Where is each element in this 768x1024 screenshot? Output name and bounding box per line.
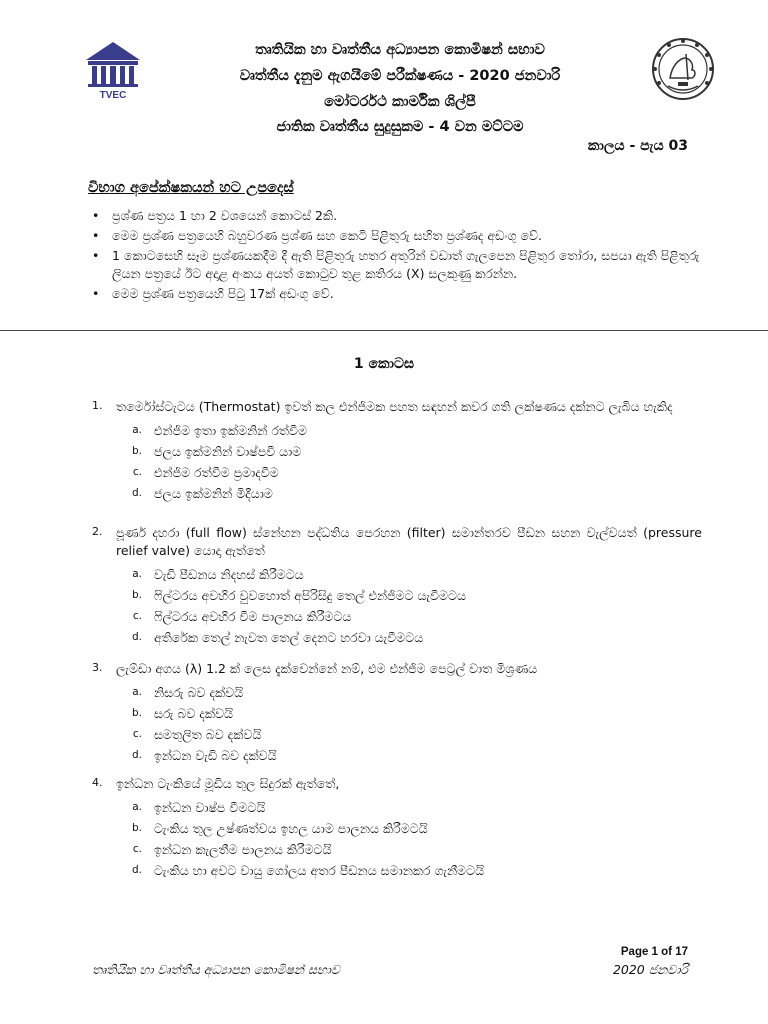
nvq-level: ජාතික වෘත්තීය සුදුසුකම - 4 වන මට්ටම — [276, 119, 524, 135]
question-number: 2. — [92, 525, 103, 538]
instruction-item: • මෙම ප්‍රශ්ණ පත්‍රයෙහි පිටු 17ක් අඩංගු වේ. — [92, 286, 334, 301]
option-c: c. එන්ජිම රත්වීම ප්‍රමාදවීම — [132, 465, 279, 480]
exam-title: වෘත්තීය දැනුම ඇගයීමේ පරීක්ෂණය - 2020 ජනවාරි — [239, 68, 561, 84]
question-text: ලැම්ඩා අගය (λ) 1.2 ක් ලෙස දැක්වෙන්නේ නම්, එම එන්ජිම පෙට්‍රල් වාත මිශ්‍රණය — [116, 661, 538, 676]
option-a: a. එන්ජිම ඉතා ඉක්මනින් රත්වීම — [132, 423, 308, 438]
option-d: d. ටැංකිය හා අවට වායු ගෝලය අතර පීඩනය සමානකර ගැනීමටයි — [131, 863, 485, 878]
section-divider — [0, 330, 768, 331]
question-text: තර්මෝස්ටැටය (Thermostat) ඉවත් කල එන්ජිමක පහත සඳහන් කවර ගති ලක්ෂණය දක්නට ලැබිය හැකිද — [116, 399, 673, 414]
option-c: c. ෆිල්ටරය අවහිර වීම පාලනය කිරීමටය — [132, 609, 352, 624]
question-3 — [92, 660, 702, 766]
tvec-logo — [82, 40, 144, 100]
option-c: c. ඉන්ධන කැලතීම පාලනය කිරීමටයි — [132, 842, 332, 857]
question-number: 4. — [92, 776, 103, 789]
option-b: b. ටැංකිය තුල උෂ්ණත්වය ඉහල යාම පාලනය කිරීමටයි — [131, 821, 428, 836]
question-text: ඉන්ධන ටැංකියේ මූඩිය තුල සිදුරක් ඇත්තේ, — [116, 776, 340, 791]
question-number: 1. — [92, 399, 103, 412]
trade-name: මෝටර්රථ කාර්මික ශිල්පී — [324, 94, 476, 110]
option-a: a. වැඩි පීඩනය නිදහස් කිරීමටය — [132, 567, 304, 582]
question-4 — [92, 775, 702, 881]
option-b: b. ජලය ඉක්මනින් වාෂ්පවී යාම — [131, 444, 302, 459]
option-b: b. සරු බව දක්වයි — [131, 706, 233, 721]
option-b: b. ෆිල්ටරය අවහිර වුවහොත් අපිරිසිදු තෙල් එන්ජිමට යැවීමටය — [131, 588, 466, 603]
option-a: a. නිසරු බව දක්වයි — [132, 685, 244, 700]
instructions-heading: විභාග අපේක්ෂකයන් හට උපදෙස් — [88, 180, 294, 196]
question-text: පූර්ණ දහරා (full flow) ස්නේහන පද්ධතිය පෙරහන (filter) සමාන්තරව පීඩන සහන වැල්වයත් (pressure relief valve) යොදා ඇත්තේ — [116, 525, 702, 558]
option-a: a. ඉන්ධන වාෂ්ප වීමටයි — [132, 800, 266, 815]
question-number: 3. — [92, 661, 103, 674]
question-1 — [92, 398, 702, 504]
instruction-item: • මෙම ප්‍රශ්ණ පත්‍රයෙහි බහුවරණ ප්‍රශ්ණ සහ කෙටි පිළිතුරු සහිත ප්‍රශ්ණද අඩංගු වේ. — [92, 228, 542, 243]
national-emblem-icon — [650, 36, 716, 102]
page-number: Page 1 of 17 — [620, 946, 688, 958]
option-d: d. ජලය ඉක්මනින් මිදීයාම — [131, 486, 273, 501]
part-title: 1 කොටස — [353, 356, 415, 372]
instruction-item: • 1 කොටසෙහි සෑම ප්‍රශ්ණයකදීම දී ඇති පිළිතුරු හතර අතුරින් වඩාත් ගැලපෙන පිළිතුර තෝරා, සපයා ඇති පිළිතුරු ලියන පත්‍රයේ ඊට අදාළ අංකය අයත් කොටුව තුළ කතිරය (X) සලකුණු කරන්න. — [92, 248, 700, 281]
exam-duration: කාලය - පැය 03 — [587, 138, 688, 154]
option-d: d. අතිරේක තෙල් නැවත තෙල් දෙනට හරවා යැවීමටය — [131, 630, 424, 645]
option-d: d. ඉන්ධන වැඩි බව දක්වයි — [131, 748, 277, 763]
footer-date: 2020 ජනවාරි — [612, 962, 688, 977]
question-2 — [92, 524, 702, 648]
footer-institution: තෘතියික හා වෘත්තීය අධ්‍යාපන කොමිෂන් සභාව — [92, 962, 340, 977]
instruction-item: • ප්‍රශ්ණ පත්‍රය 1 හා 2 වශයෙන් කොටස් 2කි. — [92, 208, 338, 223]
institution-name: තෘතියික හා වෘත්තීය අධ්‍යාපන කොමිෂන් සභාව — [255, 42, 545, 58]
instructions-list — [88, 207, 708, 305]
option-c: c. සමතුලිත බව දක්වයි — [132, 727, 262, 742]
logo-text: TVEC — [99, 90, 127, 100]
